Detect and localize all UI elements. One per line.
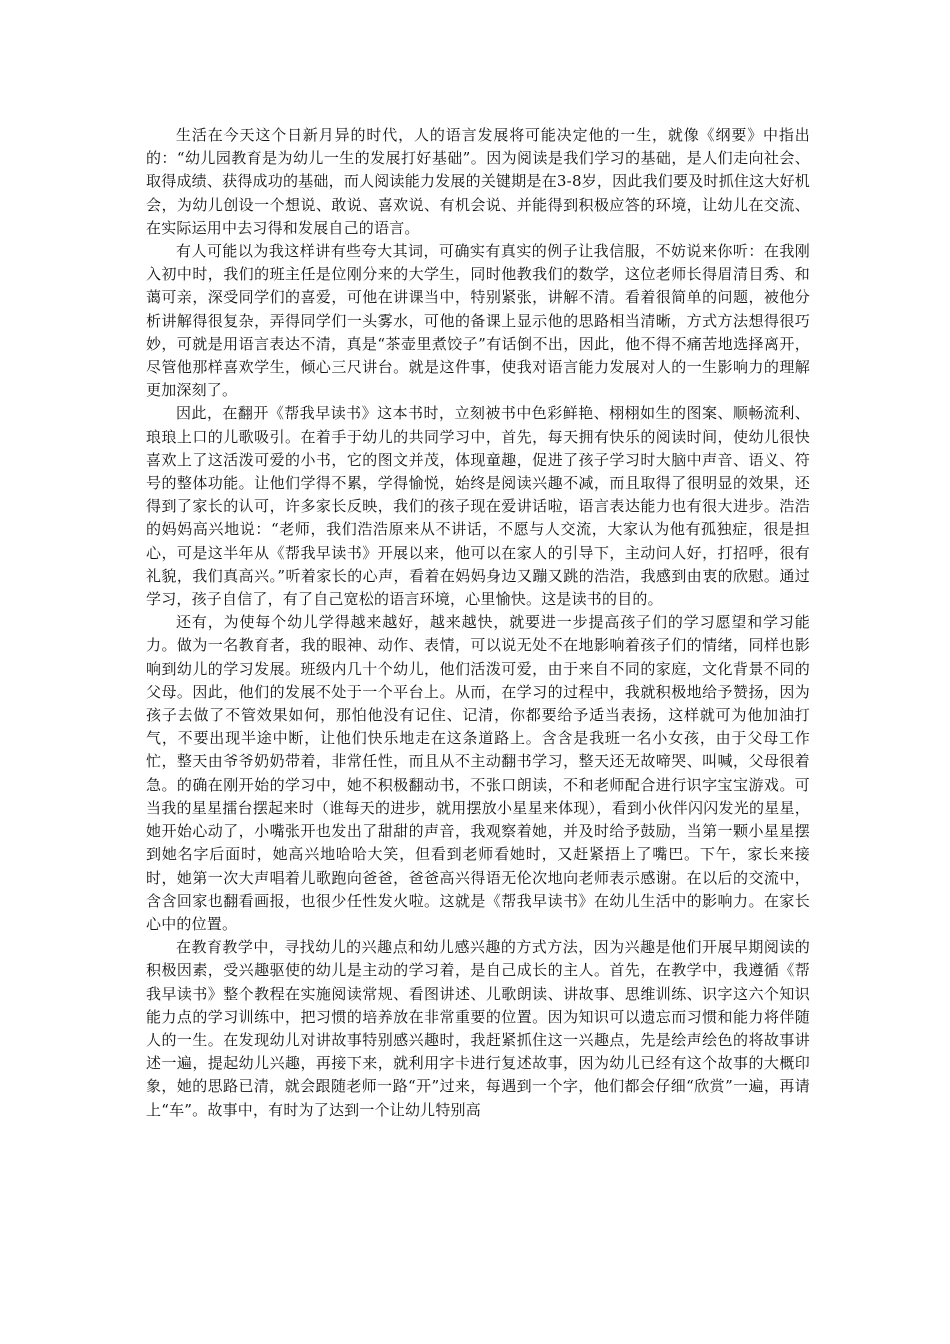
- article-body: [146, 124, 810, 1122]
- paragraph-5: 在教育教学中，寻找幼儿的兴趣点和幼儿感兴趣的方式方法，因为兴趣是他们开展早期阅读的积极因素，受兴趣驱使的幼儿是主动的学习着，是自己成长的主人。首先，在教学中，我遵循《帮我早读书》整个教程在实施阅读常规、看图讲述、儿歌朗读、讲故事、思维训练、识字这六个知识能力点的学习训练中，把习惯的培养放在非常重要的位置。因为知识可以遗忘而习惯和能力将伴随人的一生。在发现幼儿对讲故事特别感兴趣时，我赶紧抓住这一兴趣点，先是绘声绘色的将故事讲述一遍，提起幼儿兴趣，再接下来，就利用字卡进行复述故事，因为幼儿已经有这个故事的大概印象，她的思路已清，就会跟随老师一路“开”过来，每遇到一个字，他们都会仔细“欣赏”一遍，再请上“车”。故事中，有时为了达到一个让幼儿特别高: [146, 938, 810, 1119]
- paragraph-1: 生活在今天这个日新月异的时代，人的语言发展将可能决定他的一生，就像《纲要》中指出的：“幼儿园教育是为幼儿一生的发展打好基础”。因为阅读是我们学习的基础，是人们走向社会、取得成绩、获得成功的基础，而人阅读能力发展的关键期是在3-8岁，因此我们要及时抓住这大好机会，为幼儿创设一个想说、敢说、喜欢说、有机会说、并能得到积极应答的环境，让幼儿在交流、在实际运用中去习得和发展自己的语言。: [146, 126, 810, 237]
- paragraph-4: 还有，为使每个幼儿学得越来越好，越来越快，就要进一步提高孩子们的学习愿望和学习能力。做为一名教育者，我的眼神、动作、表情，可以说无处不在地影响着孩子们的情绪，同样也影响到幼儿的学习发展。班级内几十个幼儿，他们活泼可爱，由于来自不同的家庭，文化背景不同的父母。因此，他们的发展不处于一个平台上。从而，在学习的过程中，我就积极地给予赞扬，因为孩子去做了不管效果如何，那怕他没有记住、记清，你都要给予适当表扬，这样就可为他加油打气，不要出现半途中断，让他们快乐地走在这条道路上。含含是我班一名小女孩，由于父母工作忙，整天由爷爷奶奶带着，非常任性，而且从不主动翻书学习，整天还无故啼哭、叫喊，父母很着急。的确在刚开始的学习中，她不积极翻动书，不张口朗读，不和老师配合进行识字宝宝游戏。可当我的星星擂台摆起来时（谁每天的进步，就用摆放小星星来体现），看到小伙伴闪闪发光的星星，她开始心动了，小嘴张开也发出了甜甜的声音，我观察着她，并及时给予鼓励，当第一颗小星星摆到她名字后面时，她高兴地哈哈大笑，但看到老师看她时，又赶紧捂上了嘴巴。下午，家长来接时，她第一次大声唱着儿歌跑向爸爸，爸爸高兴得语无伦次地向老师表示感谢。在以后的交流中，含含回家也翻看画报，也很少任性发火啦。这就是《帮我早读书》在幼儿生活中的影响力。在家长心中的位置。: [146, 613, 810, 933]
- paragraph-2: 有人可能以为我这样讲有些夸大其词，可确实有真实的例子让我信服，不妨说来你听：在我刚入初中时，我们的班主任是位刚分来的大学生，同时他教我们的数学，这位老师长得眉清目秀、和蔼可亲，深受同学们的喜爱，可他在讲课当中，特别紧张，讲解不清。看着很简单的问题，被他分析讲解得很复杂，弄得同学们一头雾水，可他的备课上显示他的思路相当清晰，方式方法想得很巧妙，可就是用语言表达不清，真是“茶壶里煮饺子”有话倒不出，因此，他不得不痛苦地选择离开，尽管他那样喜欢学生，倾心三尺讲台。就是这件事，使我对语言能力发展对人的一生影响力的理解更加深刻了。: [146, 242, 810, 400]
- paragraph-3: 因此，在翻开《帮我早读书》这本书时，立刻被书中色彩鲜艳、栩栩如生的图案、顺畅流利、琅琅上口的儿歌吸引。在着手于幼儿的共同学习中，首先，每天拥有快乐的阅读时间，使幼儿很快喜欢上了这活泼可爱的小书，它的图文并茂，体现童趣，促进了孩子学习时大脑中声音、语义、符号的整体功能。让他们学得不累，学得愉悦，始终是阅读兴趣不减，而且取得了很明显的效果，还得到了家长的认可，许多家长反映，我们的孩子现在爱讲话啦，语言表达能力也有很大进步。浩浩的妈妈高兴地说：“老师，我们浩浩原来从不讲话，不愿与人交流，大家认为他有孤独症，很是担心，可是这半年从《帮我早读书》开展以来，他可以在家人的引导下，主动问人好，打招呼，很有礼貌，我们真高兴。”听着家长的心声，看着在妈妈身边又蹦又跳的浩浩，我感到由衷的欣慰。通过学习，孩子自信了，有了自己宽松的语言环境，心里愉快。这是读书的目的。: [146, 404, 810, 609]
